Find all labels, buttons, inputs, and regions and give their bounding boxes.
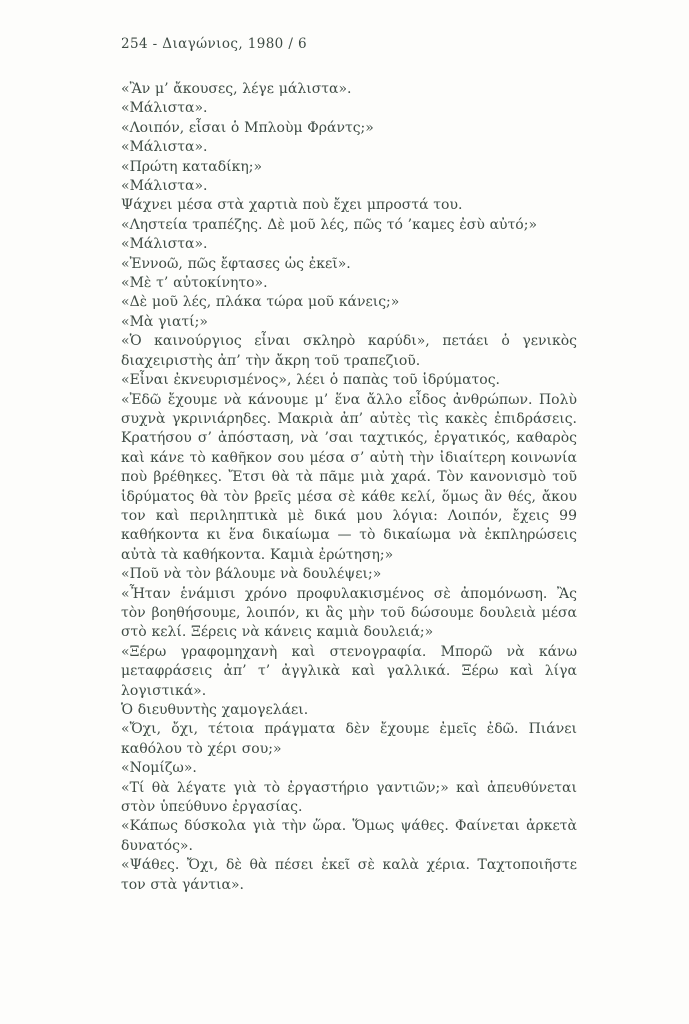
paragraph: «Ληστεία τραπέζης. Δὲ μοῦ λές, πῶς τό ’καμες ἐσὺ αὐτό;» xyxy=(121,216,538,233)
paragraph: «Ποῦ νὰ τὸν βάλουμε νὰ δουλέψει;» xyxy=(121,566,382,583)
paragraph: «Τί θὰ λέγατε γιὰ τὸ ἐργαστήριο γαντιῶν;» καὶ ἀπευθύνεται στὸν ὑπεύθυνο ἐργασίας. xyxy=(121,779,577,816)
paragraph: «Ξέρω γραφομηχανὴ καὶ στενογραφία. Μπορῶ νὰ κάνω μεταφράσεις ἀπ’ τ’ ἀγγλικὰ καὶ γαλλικά. Ξέρω καὶ λίγα λογιστικά». xyxy=(121,643,577,699)
paragraph: «Μάλιστα». xyxy=(121,100,208,117)
paragraph: «Ἦταν ἑνάμισι χρόνο προφυλακισμένος σὲ ἀπομόνωση. Ἂς τὸν βοηθήσουμε, λοιπόν, κι ἂς μὴν τοῦ δώσουμε δουλειὰ μέσα στὸ κελί. Ξέρεις νὰ κάνεις καμιὰ δουλειά;» xyxy=(121,585,577,641)
paragraph: «Ἐννοῶ, πῶς ἔφτασες ὡς ἐκεῖ». xyxy=(121,255,351,272)
paragraph: «Ὁ καινούργιος εἶναι σκληρὸ καρύδι», πετάει ὁ γενικὸς διαχειριστὴς ἀπ’ τὴν ἄκρη τοῦ τραπεζιοῦ. xyxy=(121,333,577,369)
paragraph: «Μάλιστα». xyxy=(121,178,208,195)
paragraph: «Εἶναι ἐκνευρισμένος», λέει ὁ παπὰς τοῦ ἱδρύματος. xyxy=(121,372,501,389)
paragraph: «Δὲ μοῦ λές, πλάκα τώρα μοῦ κάνεις;» xyxy=(121,294,400,311)
paragraph: «Ἐδῶ ἔχουμε νὰ κάνουμε μ’ ἕνα ἄλλο εἶδος ἀνθρώπων. Πολὺ συχνὰ γκρινιάρηδες. Μακριὰ ἀπ’ αὐτὲς τὶς κακὲς ἐπιδράσεις. Κρατήσου σ’ ἀπόσταση, νὰ ’σαι ταχτικός, ἐργατικός, καθαρὸς καὶ κάνε τὸ καθῆκον σου μέσα σ’ αὐτὴ τὴν ἰδιαίτερη κοινωνία ποὺ βρέθηκες. Ἔτσι θὰ τὰ πᾶμε μιὰ χαρά. Τὸν κανονισμὸ τοῦ ἱδρύματος θὰ τὸν βρεῖς μέσα σὲ κάθε κελί, ὅμως ἂν θές, ἄκου τον καὶ περιληπτικὰ μὲ δικά μου λόγια: Λοιπόν, ἔχεις 99 καθήκοντα κι ἕνα δικαίωμα — τὸ δικαίωμα νὰ ἐκπληρώσεις αὐτὰ τὰ καθήκοντα. Καμιὰ ἐρώτηση;» xyxy=(121,391,577,563)
page-header: 254 - Διαγώνιος, 1980 / 6 xyxy=(121,36,307,52)
paragraph: Ὁ διευθυντὴς χαμογελάει. xyxy=(121,702,309,718)
paragraph: «Πρώτη καταδίκη;» xyxy=(121,158,263,175)
paragraph: «Ὄχι, ὄχι, τέτοια πράγματα δὲν ἔχουμε ἐμεῖς ἐδῶ. Πιάνει καθόλου τὸ χέρι σου;» xyxy=(121,721,577,757)
paragraph: «Μὰ γιατί;» xyxy=(121,313,208,330)
paragraph: «Μάλιστα». xyxy=(121,236,208,253)
paragraph: «Μάλιστα». xyxy=(121,139,208,156)
paragraph: «Κάπως δύσκολα γιὰ τὴν ὥρα. Ὅμως ψάθες. Φαίνεται ἀρκετὰ δυνατός». xyxy=(121,818,577,854)
paragraph: «Λοιπόν, εἶσαι ὁ Μπλοὺμ Φράντς;» xyxy=(121,119,374,136)
paragraph: «Ψάθες. Ὄχι, δὲ θὰ πέσει ἐκεῖ σὲ καλὰ χέρια. Ταχτοποιῆστε τον στὰ γάντια». xyxy=(121,857,577,893)
paragraph: Ψάχνει μέσα στὰ χαρτιὰ ποὺ ἔχει μπροστά του. xyxy=(121,197,463,214)
paragraph: «Ἂν μ’ ἄκουσες, λέγε μάλιστα». xyxy=(121,81,352,97)
paragraph: «Νομίζω». xyxy=(121,760,197,777)
document-body xyxy=(121,80,577,895)
paragraph: «Μὲ τ’ αὐτοκίνητο». xyxy=(121,275,268,292)
